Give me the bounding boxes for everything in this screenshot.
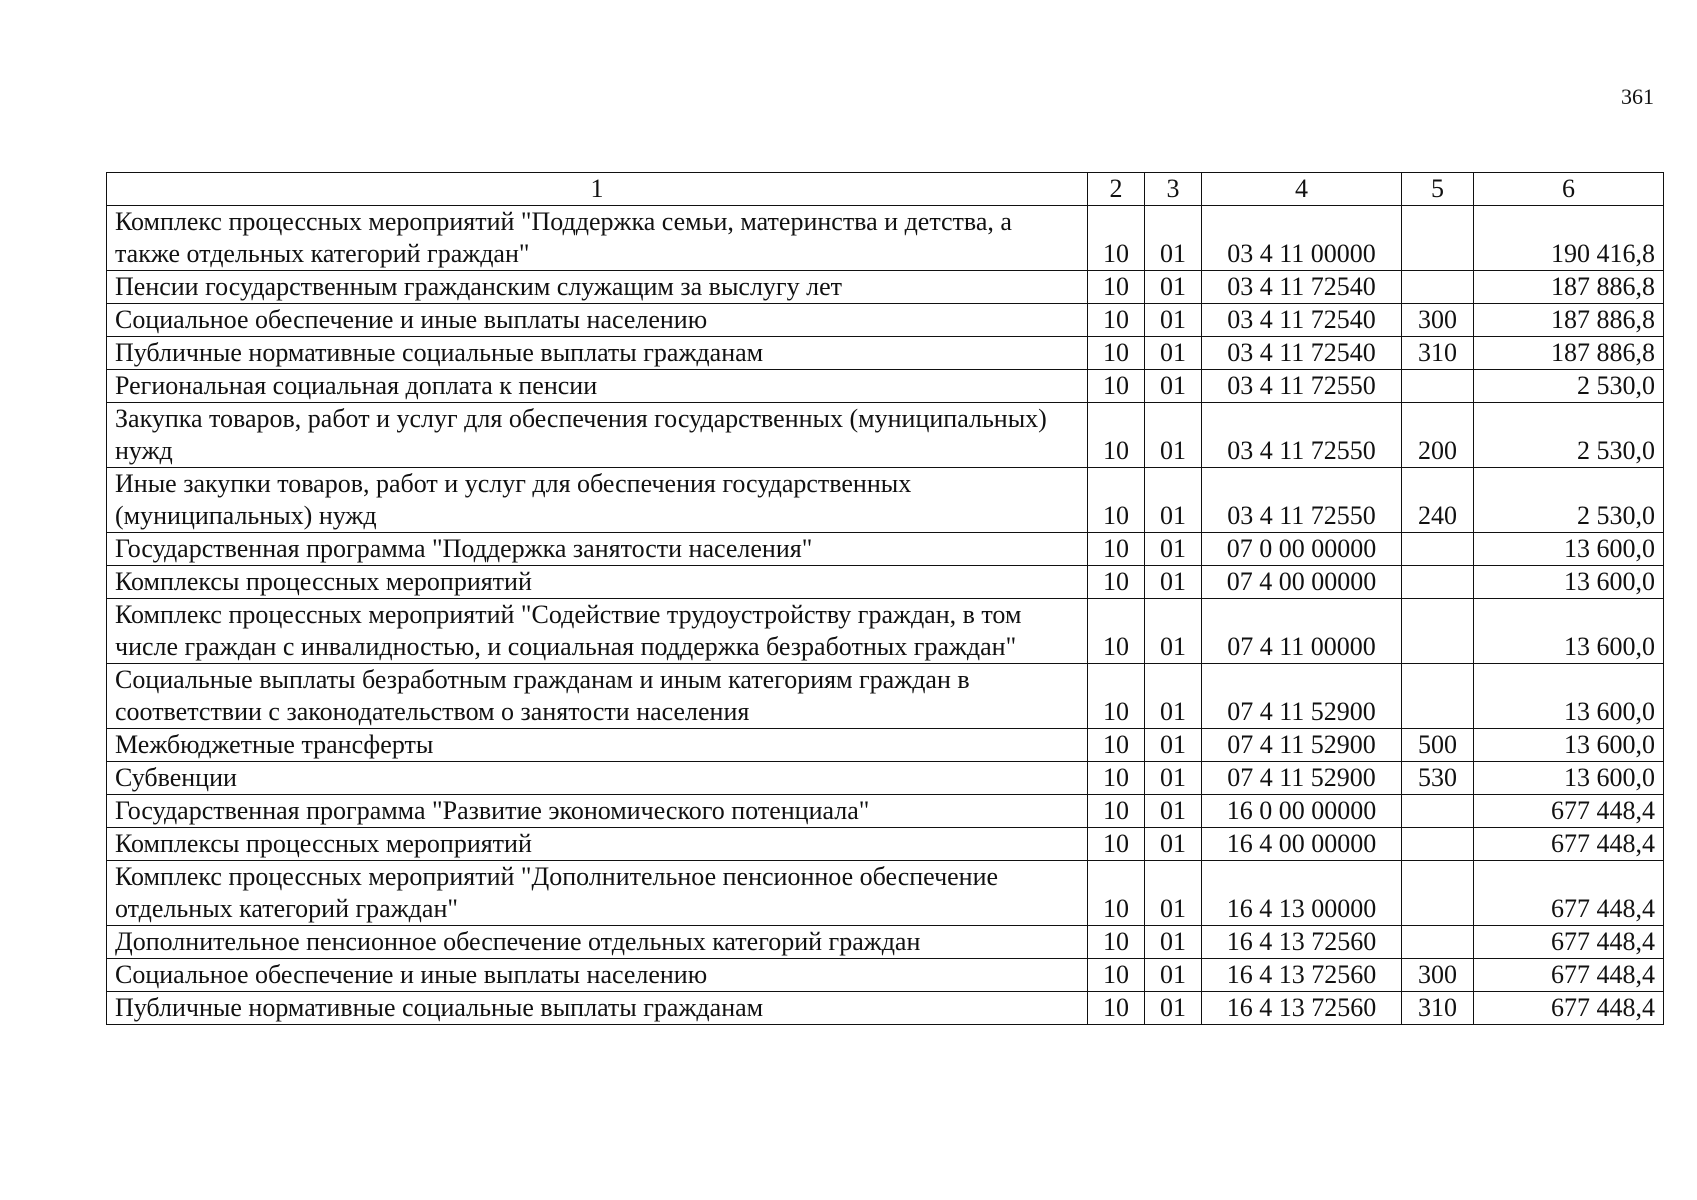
column-header: 4 [1202,173,1402,206]
expense-type-cell [1402,271,1474,304]
table-row [107,664,1664,729]
subsection-code-cell: 01 [1145,959,1202,992]
target-article-cell: 16 4 13 00000 [1202,861,1402,926]
amount-cell: 677 448,4 [1474,828,1664,861]
page-number: 361 [1621,84,1654,109]
subsection-code-cell: 01 [1145,729,1202,762]
table-row [107,337,1664,370]
expense-type-cell: 240 [1402,468,1474,533]
target-article-cell: 07 4 11 52900 [1202,762,1402,795]
table-row [107,795,1664,828]
expense-type-cell: 300 [1402,959,1474,992]
section-code-cell: 10 [1088,533,1145,566]
subsection-code-cell: 01 [1145,762,1202,795]
table-row [107,206,1664,271]
target-article-cell: 03 4 11 72550 [1202,468,1402,533]
table-row [107,599,1664,664]
subsection-code-cell: 01 [1145,664,1202,729]
item-name-cell: Дополнительное пенсионное обеспечение отдельных категорий граждан [107,926,1088,959]
item-name-cell: Комплекс процессных мероприятий "Содействие трудоустройству граждан, в том числе граждан с инвалидностью, и социальная поддержка безработных граждан" [107,599,1088,664]
item-name-cell: Государственная программа "Поддержка занятости населения" [107,533,1088,566]
table-row [107,468,1664,533]
amount-cell: 187 886,8 [1474,304,1664,337]
table-row [107,926,1664,959]
section-code-cell: 10 [1088,795,1145,828]
target-article-cell: 03 4 11 72550 [1202,403,1402,468]
expense-type-cell: 500 [1402,729,1474,762]
subsection-code-cell: 01 [1145,370,1202,403]
target-article-cell: 07 4 00 00000 [1202,566,1402,599]
subsection-code-cell: 01 [1145,599,1202,664]
subsection-code-cell: 01 [1145,468,1202,533]
section-code-cell: 10 [1088,664,1145,729]
expense-type-cell [1402,926,1474,959]
subsection-code-cell: 01 [1145,861,1202,926]
section-code-cell: 10 [1088,370,1145,403]
section-code-cell: 10 [1088,271,1145,304]
target-article-cell: 03 4 11 72550 [1202,370,1402,403]
section-code-cell: 10 [1088,959,1145,992]
item-name-cell: Государственная программа "Развитие экономического потенциала" [107,795,1088,828]
item-name-cell: Пенсии государственным гражданским служащим за выслугу лет [107,271,1088,304]
table-row [107,566,1664,599]
section-code-cell: 10 [1088,468,1145,533]
section-code-cell: 10 [1088,762,1145,795]
table-row [107,828,1664,861]
expense-type-cell [1402,795,1474,828]
section-code-cell: 10 [1088,403,1145,468]
section-code-cell: 10 [1088,206,1145,271]
amount-cell: 13 600,0 [1474,729,1664,762]
section-code-cell: 10 [1088,861,1145,926]
table-row [107,533,1664,566]
target-article-cell: 16 4 13 72560 [1202,992,1402,1025]
amount-cell: 677 448,4 [1474,992,1664,1025]
table-row [107,729,1664,762]
section-code-cell: 10 [1088,729,1145,762]
amount-cell: 187 886,8 [1474,337,1664,370]
item-name-cell: Социальные выплаты безработным гражданам и иным категориям граждан в соответствии с законодательством о занятости населения [107,664,1088,729]
target-article-cell: 16 4 13 72560 [1202,959,1402,992]
target-article-cell: 03 4 11 00000 [1202,206,1402,271]
table-row [107,370,1664,403]
amount-cell: 677 448,4 [1474,861,1664,926]
item-name-cell: Комплекс процессных мероприятий "Поддержка семьи, материнства и детства, а также отдельных категорий граждан" [107,206,1088,271]
subsection-code-cell: 01 [1145,206,1202,271]
amount-cell: 2 530,0 [1474,468,1664,533]
table-row [107,992,1664,1025]
item-name-cell: Комплексы процессных мероприятий [107,566,1088,599]
subsection-code-cell: 01 [1145,533,1202,566]
expense-type-cell [1402,861,1474,926]
item-name-cell: Региональная социальная доплата к пенсии [107,370,1088,403]
subsection-code-cell: 01 [1145,795,1202,828]
expense-type-cell [1402,566,1474,599]
section-code-cell: 10 [1088,304,1145,337]
column-header: 3 [1145,173,1202,206]
item-name-cell: Комплекс процессных мероприятий "Дополнительное пенсионное обеспечение отдельных категорий граждан" [107,861,1088,926]
expense-type-cell: 200 [1402,403,1474,468]
amount-cell: 677 448,4 [1474,795,1664,828]
table-row [107,271,1664,304]
table-body [107,206,1664,1025]
target-article-cell: 07 4 11 52900 [1202,664,1402,729]
item-name-cell: Субвенции [107,762,1088,795]
table-row [107,762,1664,795]
section-code-cell: 10 [1088,926,1145,959]
item-name-cell: Публичные нормативные социальные выплаты гражданам [107,337,1088,370]
section-code-cell: 10 [1088,992,1145,1025]
amount-cell: 13 600,0 [1474,599,1664,664]
amount-cell: 677 448,4 [1474,959,1664,992]
target-article-cell: 07 4 11 52900 [1202,729,1402,762]
target-article-cell: 16 0 00 00000 [1202,795,1402,828]
item-name-cell: Публичные нормативные социальные выплаты гражданам [107,992,1088,1025]
expense-type-cell: 300 [1402,304,1474,337]
target-article-cell: 03 4 11 72540 [1202,304,1402,337]
subsection-code-cell: 01 [1145,992,1202,1025]
item-name-cell: Комплексы процессных мероприятий [107,828,1088,861]
amount-cell: 13 600,0 [1474,533,1664,566]
subsection-code-cell: 01 [1145,828,1202,861]
expense-type-cell [1402,370,1474,403]
expense-type-cell [1402,664,1474,729]
table-row [107,959,1664,992]
section-code-cell: 10 [1088,828,1145,861]
target-article-cell: 03 4 11 72540 [1202,337,1402,370]
expense-type-cell [1402,828,1474,861]
table-row [107,861,1664,926]
item-name-cell: Закупка товаров, работ и услуг для обеспечения государственных (муниципальных) нужд [107,403,1088,468]
target-article-cell: 07 4 11 00000 [1202,599,1402,664]
amount-cell: 13 600,0 [1474,762,1664,795]
expense-type-cell: 310 [1402,337,1474,370]
table-header-row [107,173,1664,206]
table-row [107,304,1664,337]
amount-cell: 677 448,4 [1474,926,1664,959]
budget-table [106,172,1664,1025]
amount-cell: 13 600,0 [1474,664,1664,729]
section-code-cell: 10 [1088,337,1145,370]
item-name-cell: Иные закупки товаров, работ и услуг для обеспечения государственных (муниципальных) нужд [107,468,1088,533]
amount-cell: 2 530,0 [1474,370,1664,403]
column-header: 5 [1402,173,1474,206]
amount-cell: 13 600,0 [1474,566,1664,599]
subsection-code-cell: 01 [1145,926,1202,959]
expense-type-cell [1402,533,1474,566]
target-article-cell: 03 4 11 72540 [1202,271,1402,304]
subsection-code-cell: 01 [1145,304,1202,337]
expense-type-cell [1402,206,1474,271]
subsection-code-cell: 01 [1145,566,1202,599]
table-row [107,403,1664,468]
column-header: 1 [107,173,1088,206]
expense-type-cell: 310 [1402,992,1474,1025]
target-article-cell: 16 4 13 72560 [1202,926,1402,959]
column-header: 2 [1088,173,1145,206]
expense-type-cell: 530 [1402,762,1474,795]
subsection-code-cell: 01 [1145,403,1202,468]
target-article-cell: 07 0 00 00000 [1202,533,1402,566]
item-name-cell: Социальное обеспечение и иные выплаты населению [107,959,1088,992]
amount-cell: 190 416,8 [1474,206,1664,271]
expense-type-cell [1402,599,1474,664]
subsection-code-cell: 01 [1145,271,1202,304]
section-code-cell: 10 [1088,599,1145,664]
subsection-code-cell: 01 [1145,337,1202,370]
amount-cell: 187 886,8 [1474,271,1664,304]
amount-cell: 2 530,0 [1474,403,1664,468]
target-article-cell: 16 4 00 00000 [1202,828,1402,861]
section-code-cell: 10 [1088,566,1145,599]
item-name-cell: Межбюджетные трансферты [107,729,1088,762]
column-header: 6 [1474,173,1664,206]
item-name-cell: Социальное обеспечение и иные выплаты населению [107,304,1088,337]
